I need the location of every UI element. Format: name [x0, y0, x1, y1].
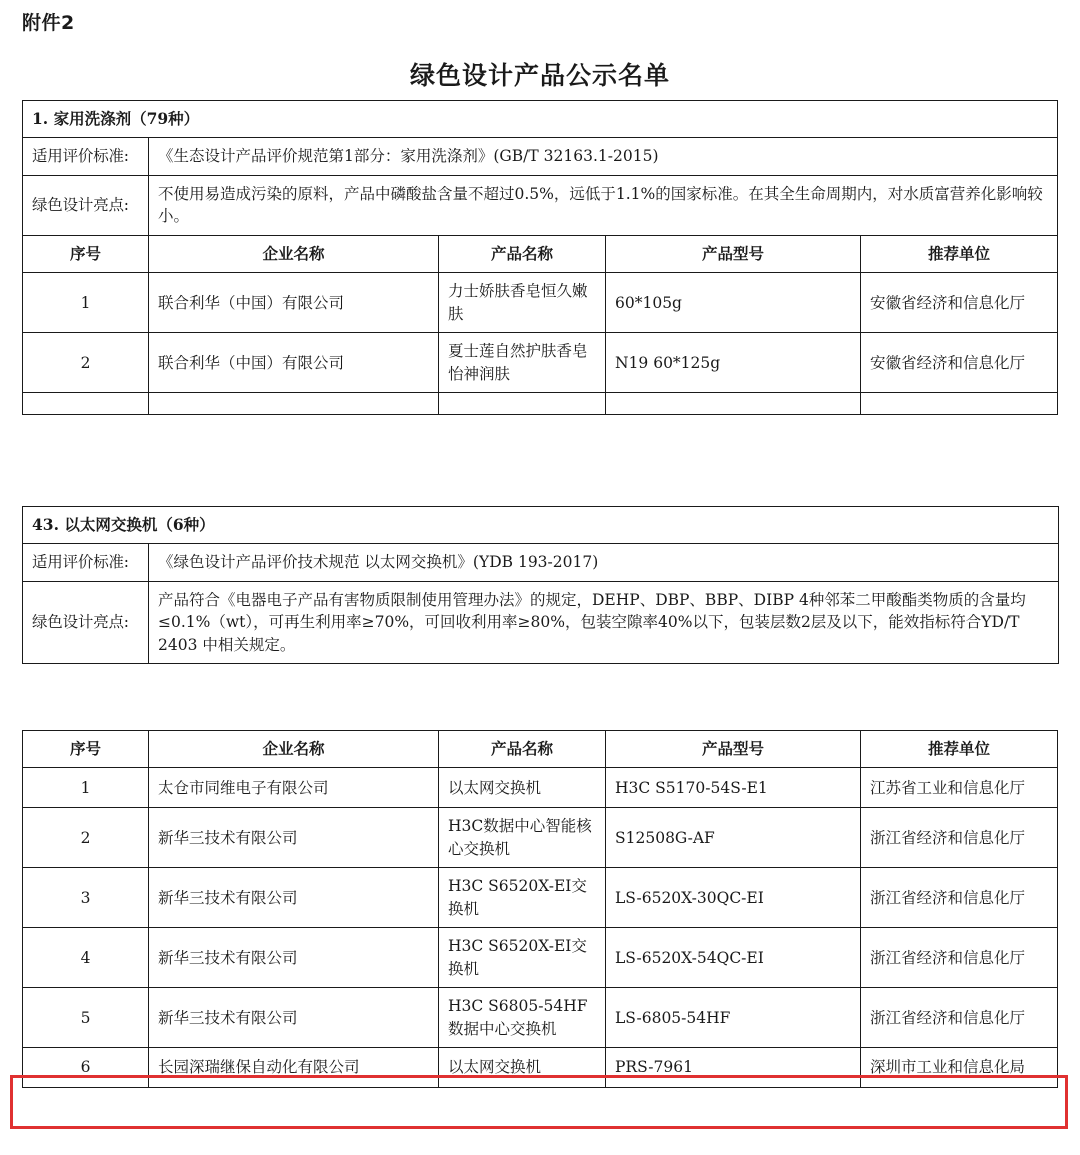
row-no: 1	[23, 768, 149, 808]
row-model: 60*105g	[606, 273, 861, 333]
table-row	[23, 1048, 1058, 1088]
page-title: 绿色设计产品公示名单	[409, 61, 670, 90]
section-heading: 1. 家用洗涤剂（79种）	[23, 101, 1058, 138]
criteria-label: 适用评价标准:	[23, 138, 149, 175]
row-company: 联合利华（中国）有限公司	[149, 333, 439, 393]
highlights-row	[23, 175, 1058, 235]
highlights-value: 不使用易造成污染的原料，产品中磷酸盐含量不超过0.5%，远低于1.1%的国家标准。在其全生命周期内，对水质富营养化影响较小。	[149, 175, 1058, 235]
column-header-no: 序号	[23, 731, 149, 768]
table-row	[23, 928, 1058, 988]
row-product: 以太网交换机	[439, 768, 606, 808]
section-heading-row	[23, 101, 1058, 138]
row-company: 新华三技术有限公司	[149, 928, 439, 988]
section-heading-row	[23, 507, 1059, 544]
table-row	[23, 868, 1058, 928]
row-recommender: 安徽省经济和信息化厅	[861, 333, 1058, 393]
column-header-product: 产品名称	[439, 235, 606, 272]
row-company: 新华三技术有限公司	[149, 988, 439, 1048]
row-no: 2	[23, 808, 149, 868]
row-product: H3C数据中心智能核心交换机	[439, 808, 606, 868]
highlights-label: 绿色设计亮点:	[23, 581, 149, 663]
column-header-model: 产品型号	[606, 731, 861, 768]
column-header-product: 产品名称	[439, 731, 606, 768]
row-no: 2	[23, 333, 149, 393]
row-product: 力士娇肤香皂恒久嫩肤	[439, 273, 606, 333]
column-header-row	[23, 235, 1058, 272]
table-row-truncated	[23, 393, 1058, 415]
row-company: 长园深瑞继保自动化有限公司	[149, 1048, 439, 1088]
row-model: LS-6520X-54QC-EI	[606, 928, 861, 988]
section-heading: 43. 以太网交换机（6种）	[23, 507, 1059, 544]
row-product: 以太网交换机	[439, 1048, 606, 1088]
column-header-company: 企业名称	[149, 731, 439, 768]
row-recommender: 安徽省经济和信息化厅	[861, 273, 1058, 333]
row-product: H3C S6805-54HF数据中心交换机	[439, 988, 606, 1048]
column-header-recommender: 推荐单位	[861, 235, 1058, 272]
row-model: H3C S5170-54S-E1	[606, 768, 861, 808]
row-model: LS-6805-54HF	[606, 988, 861, 1048]
row-no: 6	[23, 1048, 149, 1088]
table-row	[23, 333, 1058, 393]
row-recommender: 浙江省经济和信息化厅	[861, 988, 1058, 1048]
column-header-row	[23, 731, 1058, 768]
row-product: H3C S6520X-EI交换机	[439, 928, 606, 988]
row-no: 1	[23, 273, 149, 333]
row-no: 4	[23, 928, 149, 988]
row-recommender: 浙江省经济和信息化厅	[861, 868, 1058, 928]
row-model: S12508G-AF	[606, 808, 861, 868]
column-header-recommender: 推荐单位	[861, 731, 1058, 768]
row-recommender: 浙江省经济和信息化厅	[861, 928, 1058, 988]
row-no: 5	[23, 988, 149, 1048]
row-no: 3	[23, 868, 149, 928]
row-recommender: 浙江省经济和信息化厅	[861, 808, 1058, 868]
row-model: PRS-7961	[606, 1048, 861, 1088]
row-product: 夏士莲自然护肤香皂怡神润肤	[439, 333, 606, 393]
highlights-value: 产品符合《电器电子产品有害物质限制使用管理办法》的规定，DEHP、DBP、BBP、DIBP 4种邻苯二甲酸酯类物质的含量均≤0.1%（wt），可再生利用率≥70%，可回收利用率≥80%，包装空隙率40%以下，包装层数2层及以下，能效指标符合YD/T 2403 中相关规定。	[149, 581, 1059, 663]
row-recommender: 深圳市工业和信息化局	[861, 1048, 1058, 1088]
row-company: 太仓市同维电子有限公司	[149, 768, 439, 808]
row-model: LS-6520X-30QC-EI	[606, 868, 861, 928]
criteria-row	[23, 138, 1058, 175]
row-model: N19 60*125g	[606, 333, 861, 393]
table-row	[23, 768, 1058, 808]
section-43-data-table	[22, 730, 1058, 1088]
table-row	[23, 273, 1058, 333]
column-header-company: 企业名称	[149, 235, 439, 272]
section-43-info-table	[22, 506, 1059, 664]
criteria-label: 适用评价标准:	[23, 544, 149, 581]
row-product: H3C S6520X-EI交换机	[439, 868, 606, 928]
row-recommender: 江苏省工业和信息化厅	[861, 768, 1058, 808]
table-row	[23, 988, 1058, 1048]
row-company: 新华三技术有限公司	[149, 808, 439, 868]
table-row	[23, 808, 1058, 868]
criteria-value: 《生态设计产品评价规范第1部分：家用洗涤剂》(GB/T 32163.1-2015)	[149, 138, 1058, 175]
criteria-value: 《绿色设计产品评价技术规范 以太网交换机》(YDB 193-2017)	[149, 544, 1059, 581]
criteria-row	[23, 544, 1059, 581]
column-header-model: 产品型号	[606, 235, 861, 272]
attachment-label: 附件2	[22, 12, 75, 34]
column-header-no: 序号	[23, 235, 149, 272]
highlights-label: 绿色设计亮点:	[23, 175, 149, 235]
section-1-table	[22, 100, 1058, 415]
highlights-row	[23, 581, 1059, 663]
row-company: 新华三技术有限公司	[149, 868, 439, 928]
row-company: 联合利华（中国）有限公司	[149, 273, 439, 333]
